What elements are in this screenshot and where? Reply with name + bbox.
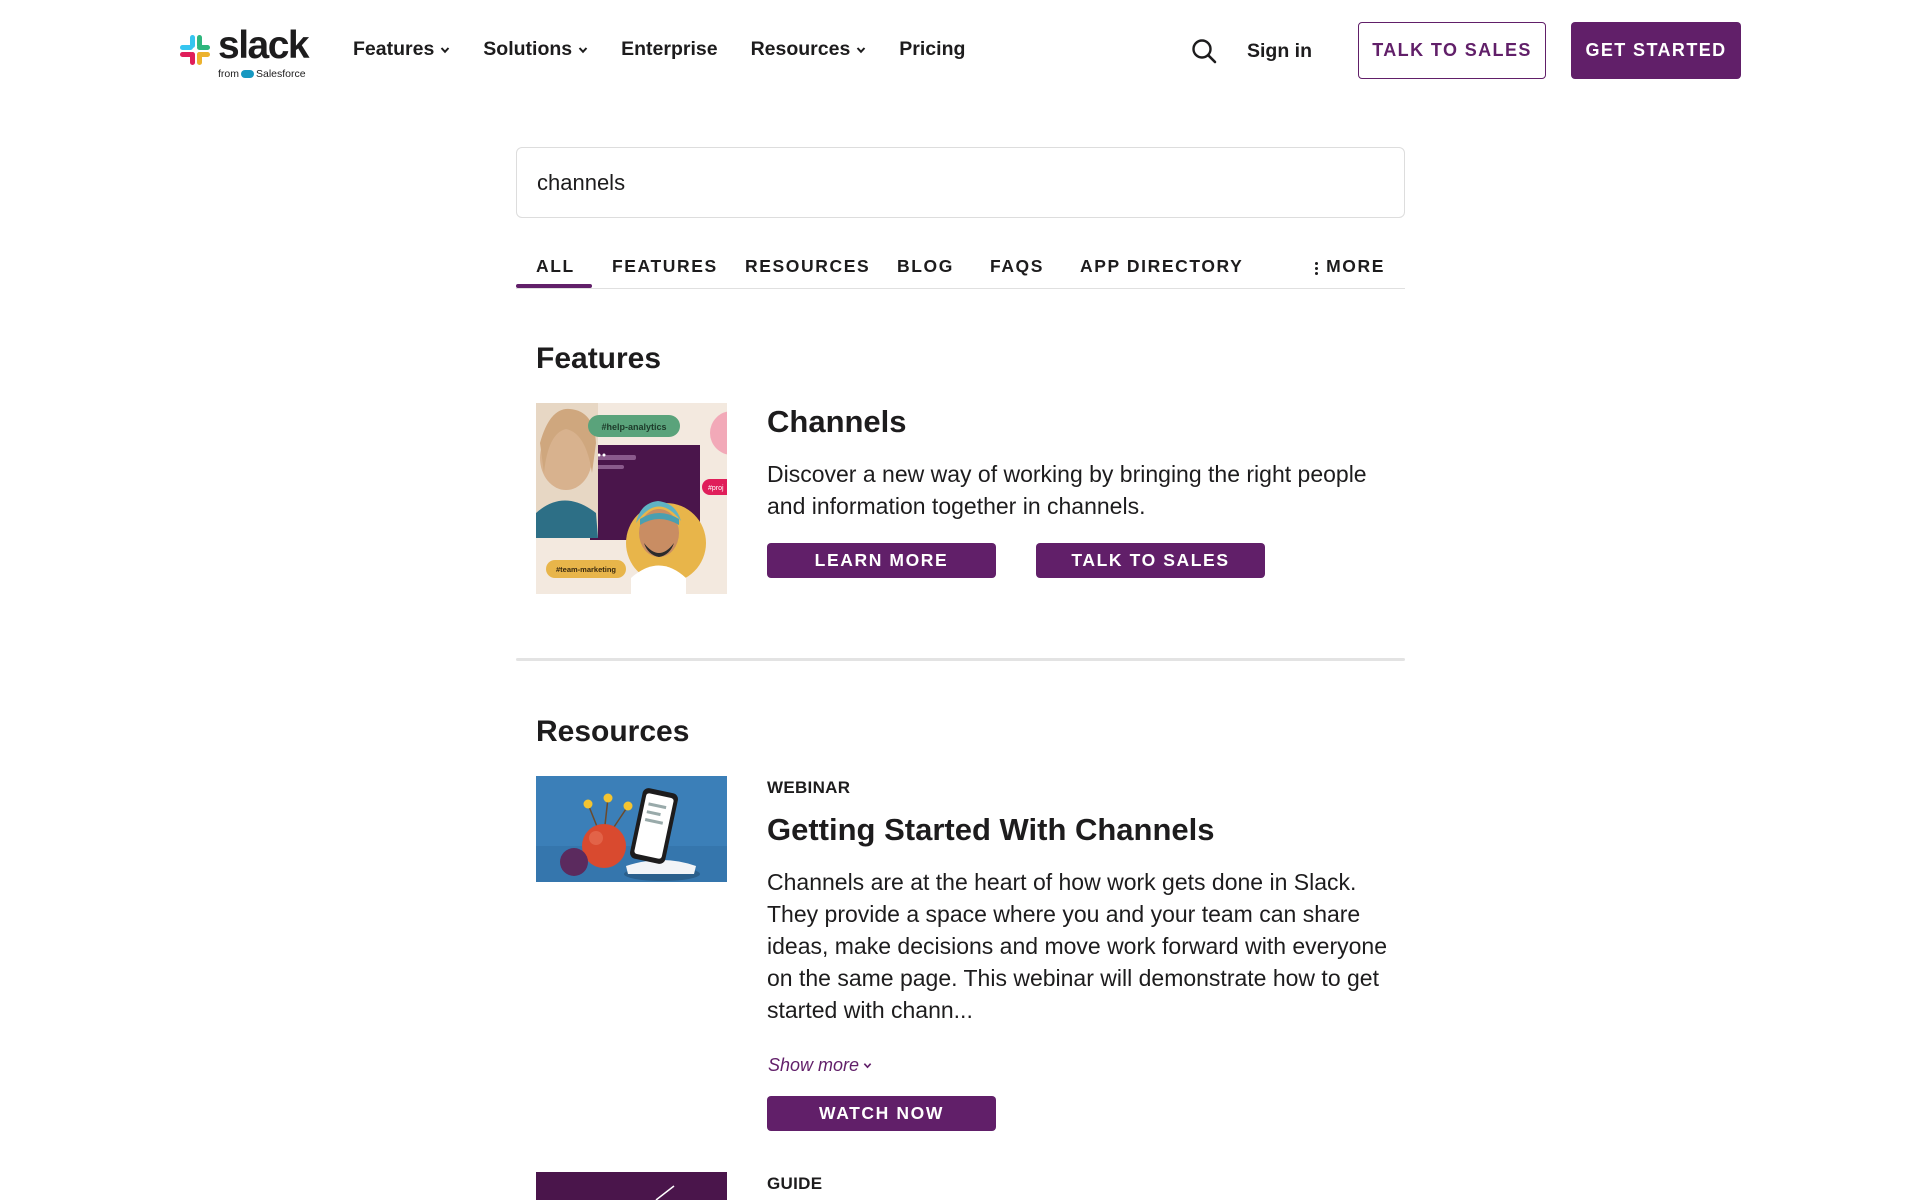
section-divider	[516, 658, 1405, 661]
nav-solutions[interactable]: Solutions	[483, 38, 588, 61]
guide-illustration	[536, 1172, 727, 1200]
more-tabs-button[interactable]: MORE	[1315, 256, 1385, 277]
search-box	[516, 147, 1405, 218]
tab-blog[interactable]: BLOG	[897, 256, 954, 276]
svg-text:#proj: #proj	[708, 485, 724, 492]
chevron-down-icon	[863, 1061, 872, 1070]
channels-illustration	[536, 403, 727, 594]
channels-card-title[interactable]: Channels	[767, 404, 907, 439]
vertical-dots-icon	[1315, 262, 1318, 275]
search-icon[interactable]	[1191, 38, 1217, 64]
tab-all[interactable]: ALL	[536, 256, 575, 276]
webinar-eyebrow: WEBINAR	[767, 778, 851, 797]
features-heading: Features	[536, 342, 662, 375]
slack-logo[interactable]	[178, 24, 310, 82]
tab-app-directory[interactable]: APP DIRECTORY	[1080, 256, 1244, 276]
tab-faqs[interactable]: FAQS	[990, 256, 1045, 276]
webinar-thumbnail[interactable]	[536, 776, 727, 882]
logo-tagline: from Salesforce	[218, 68, 306, 80]
tab-features[interactable]: FEATURES	[612, 256, 718, 276]
chevron-down-icon	[578, 45, 588, 55]
site-header	[0, 0, 1920, 102]
channels-card-description: Discover a new way of working by bringing the right people and information together in channels.	[767, 461, 1367, 519]
header-talk-to-sales-button[interactable]: TALK TO SALES	[1358, 22, 1546, 79]
tab-resources[interactable]: RESOURCES	[745, 256, 871, 276]
active-tab-indicator	[516, 284, 592, 288]
channels-feature-image[interactable]	[536, 403, 727, 594]
nav-features[interactable]: Features	[353, 38, 450, 61]
webinar-card-title[interactable]: Getting Started With Channels	[767, 812, 1215, 847]
svg-text:#help-analytics: #help-analytics	[601, 422, 667, 432]
guide-thumbnail[interactable]	[536, 1172, 727, 1200]
nav-enterprise[interactable]: Enterprise	[621, 38, 718, 60]
resources-heading: Resources	[536, 715, 690, 748]
webinar-illustration	[536, 776, 727, 882]
guide-eyebrow: GUIDE	[767, 1174, 823, 1193]
search-input[interactable]	[517, 148, 1404, 217]
search-filter-tabs	[516, 249, 1405, 289]
svg-text:#team-marketing: #team-marketing	[555, 565, 617, 574]
nav-pricing[interactable]: Pricing	[899, 38, 966, 60]
salesforce-cloud-icon	[241, 70, 254, 78]
card-talk-to-sales-button[interactable]: TALK TO SALES	[1036, 543, 1265, 578]
slack-logo-icon	[178, 33, 212, 67]
webinar-card-description: Channels are at the heart of how work gets done in Slack. They provide a space where you and your team can share ideas, make decisions and move work forward with everyone on the same page. This webinar will demonstrate how to get started with chann...	[767, 869, 1388, 1023]
get-started-button[interactable]: GET STARTED	[1571, 22, 1741, 79]
nav-resources[interactable]: Resources	[751, 38, 867, 61]
watch-now-button[interactable]: WATCH NOW	[767, 1096, 996, 1131]
chevron-down-icon	[856, 45, 866, 55]
sign-in-link[interactable]: Sign in	[1247, 40, 1312, 62]
show-more-link[interactable]: Show more	[768, 1055, 872, 1076]
logo-wordmark: slack	[218, 24, 309, 67]
main-nav	[353, 38, 965, 61]
chevron-down-icon	[440, 45, 450, 55]
learn-more-button[interactable]: LEARN MORE	[767, 543, 996, 578]
